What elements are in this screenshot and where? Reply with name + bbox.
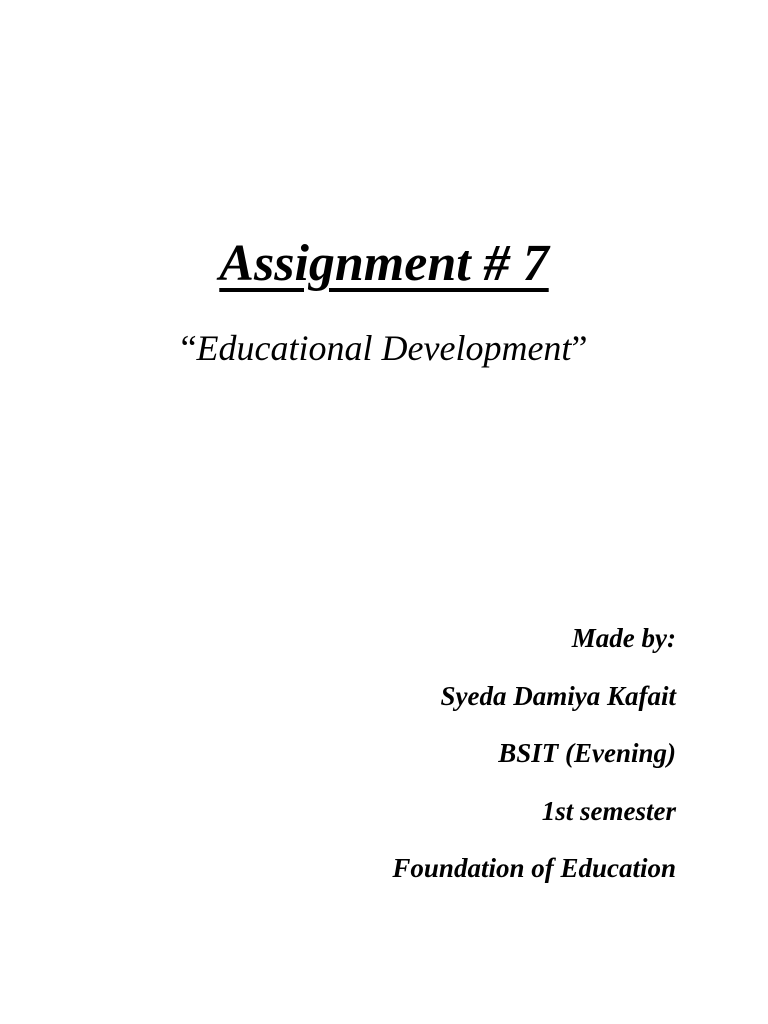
subtitle-close-quote: ” xyxy=(571,328,588,368)
semester-label: 1st semester xyxy=(541,795,676,826)
made-by-label: Made by: xyxy=(571,623,676,653)
credits-block xyxy=(156,610,676,898)
author-name: Syeda Damiya Kafait xyxy=(440,680,676,711)
subtitle-text: Educational Development xyxy=(196,328,572,368)
assignment-subtitle xyxy=(0,322,768,374)
course-name: Foundation of Education xyxy=(392,853,676,883)
program-name: BSIT (Evening) xyxy=(498,738,676,768)
assignment-title-text: Assignment # 7 xyxy=(219,235,549,292)
assignment-title xyxy=(0,228,768,300)
subtitle-open-quote: “ xyxy=(180,328,197,368)
